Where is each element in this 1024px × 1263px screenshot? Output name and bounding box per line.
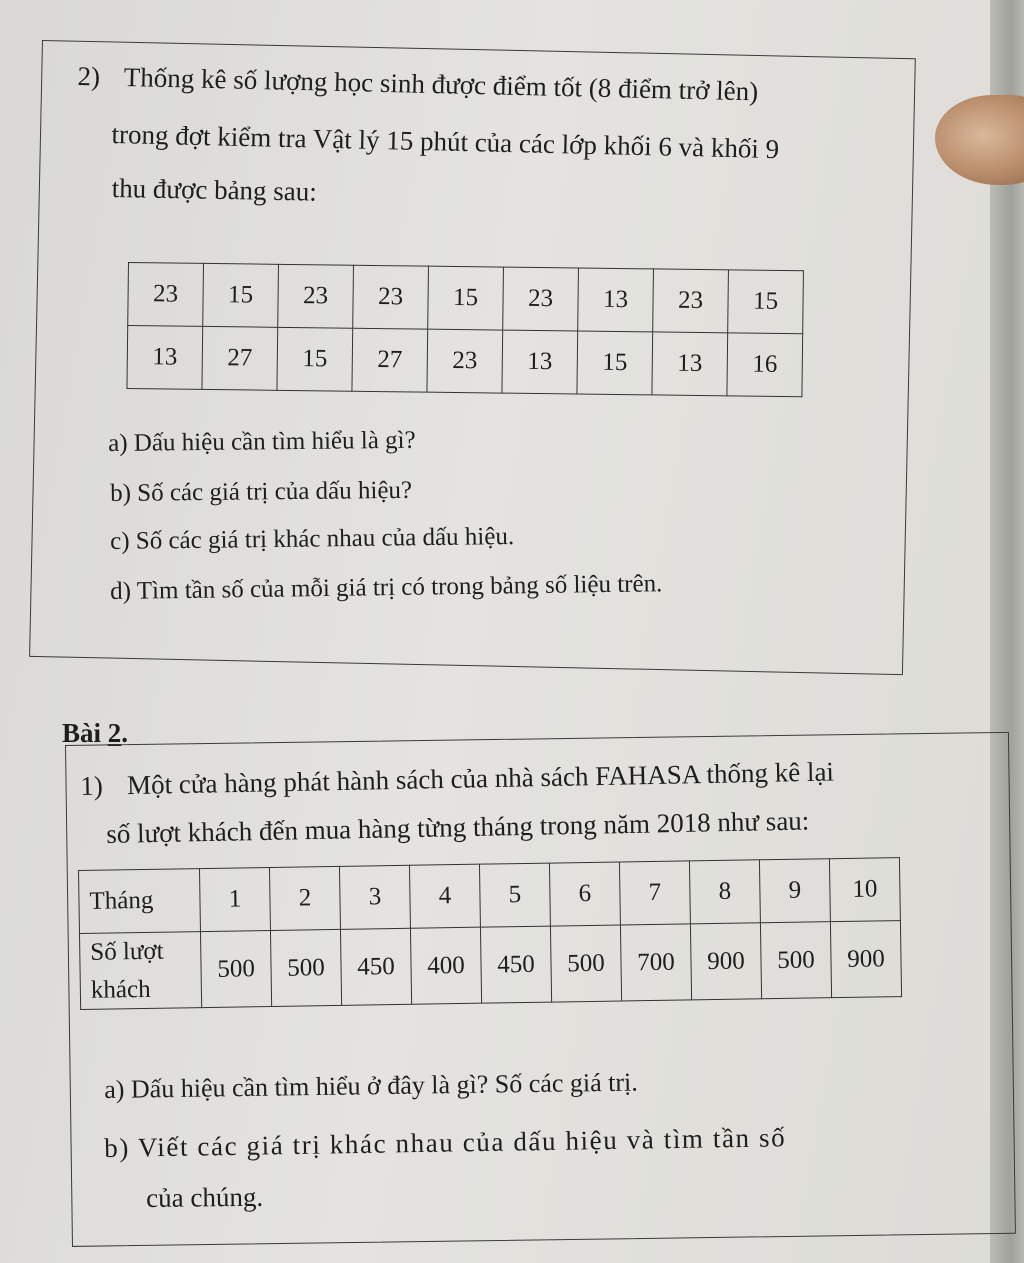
table-cell: 700 [620,924,691,1001]
table-cell: 13 [127,326,203,390]
table-cell: 15 [577,331,653,395]
table-cell: 900 [830,921,901,998]
table-cell: 13 [502,330,578,394]
table-cell: 400 [410,927,481,1004]
exercise-number: 1) [80,770,104,801]
table-cell: 9 [759,859,830,923]
table-cell: 3 [339,865,410,929]
table-cell: 1 [199,867,270,931]
heading-prefix: Bài [62,718,108,748]
question-1c: c) Số các giá trị khác nhau của dấu hiệu. [110,523,515,555]
question-1b: b) Số các giá trị của dấu hiệu? [110,476,413,507]
table-cell: 27 [352,328,428,392]
table-cell: 500 [200,930,271,1007]
table-cell: 4 [409,864,480,928]
table-cell: 7 [619,861,690,925]
table-cell: 23 [503,267,579,331]
table-row [128,263,804,334]
table-cell: 6 [549,862,620,926]
table-cell: 500 [760,922,831,999]
intro-line-1: Một cửa hàng phát hành sách của nhà sách FAHASA thống kê lại [126,756,835,801]
question-1a: a) Dấu hiệu cần tìm hiểu là gì? [108,426,416,457]
heading-suffix: . [121,718,129,748]
table-cell: 450 [480,926,551,1003]
table-row [127,326,803,397]
table-cell: 23 [128,263,204,327]
visitors-table [78,857,902,1010]
exercise-number: 2) [77,60,101,92]
question-2a: a) Dấu hiệu cần tìm hiểu ở đây là gì? Số các giá trị. [104,1067,638,1104]
table-cell: 450 [340,928,411,1005]
question-2b-cont: của chúng. [146,1181,264,1213]
table-cell: 500 [550,925,621,1002]
intro-line-2: số lượt khách đến mua hàng từng tháng trong năm 2018 như sau: [106,805,810,849]
table-cell: 15 [728,270,804,334]
thumb-photo-artifact [935,95,1024,185]
table-cell: 13 [578,268,654,332]
table-cell: 500 [270,929,341,1006]
table-cell: 10 [829,858,900,922]
table-cell: 8 [689,860,760,924]
intro-line-3: thu được bảng sau: [111,172,318,207]
question-2b: b) Viết các giá trị khác nhau của dấu hiệu và tìm tần số [104,1122,787,1163]
table-cell: 16 [727,333,803,397]
table-cell: 13 [652,332,728,396]
table-cell: 15 [277,327,353,391]
row-header-visitors [79,932,201,1010]
table-cell: 2 [269,866,340,930]
table-cell: 5 [479,863,550,927]
heading-number: 2 [107,718,122,748]
intro-line-2: trong đợt kiểm tra Vật lý 15 phút của các lớp khối 6 và khối 9 [111,118,780,165]
table-cell: 23 [427,329,503,393]
intro-line-1: Thống kê số lượng học sinh được điểm tốt (8 điểm trở lên) [123,62,759,107]
question-1d: d) Tìm tần số của mỗi giá trị có trong bảng số liệu trên. [110,570,663,605]
table-cell: 900 [690,923,761,1000]
table-row [79,921,901,1010]
row-header-line-1: Số lượt [90,937,164,966]
table-cell: 23 [278,264,354,328]
table-cell: 23 [353,265,429,329]
row-header-line-2: khách [90,975,151,1004]
row-header-month: Tháng [79,869,201,934]
table-cell: 27 [202,326,278,390]
table-cell: 15 [203,263,279,327]
table-cell: 23 [653,269,729,333]
scores-table [126,262,804,397]
table-cell: 15 [428,266,504,330]
